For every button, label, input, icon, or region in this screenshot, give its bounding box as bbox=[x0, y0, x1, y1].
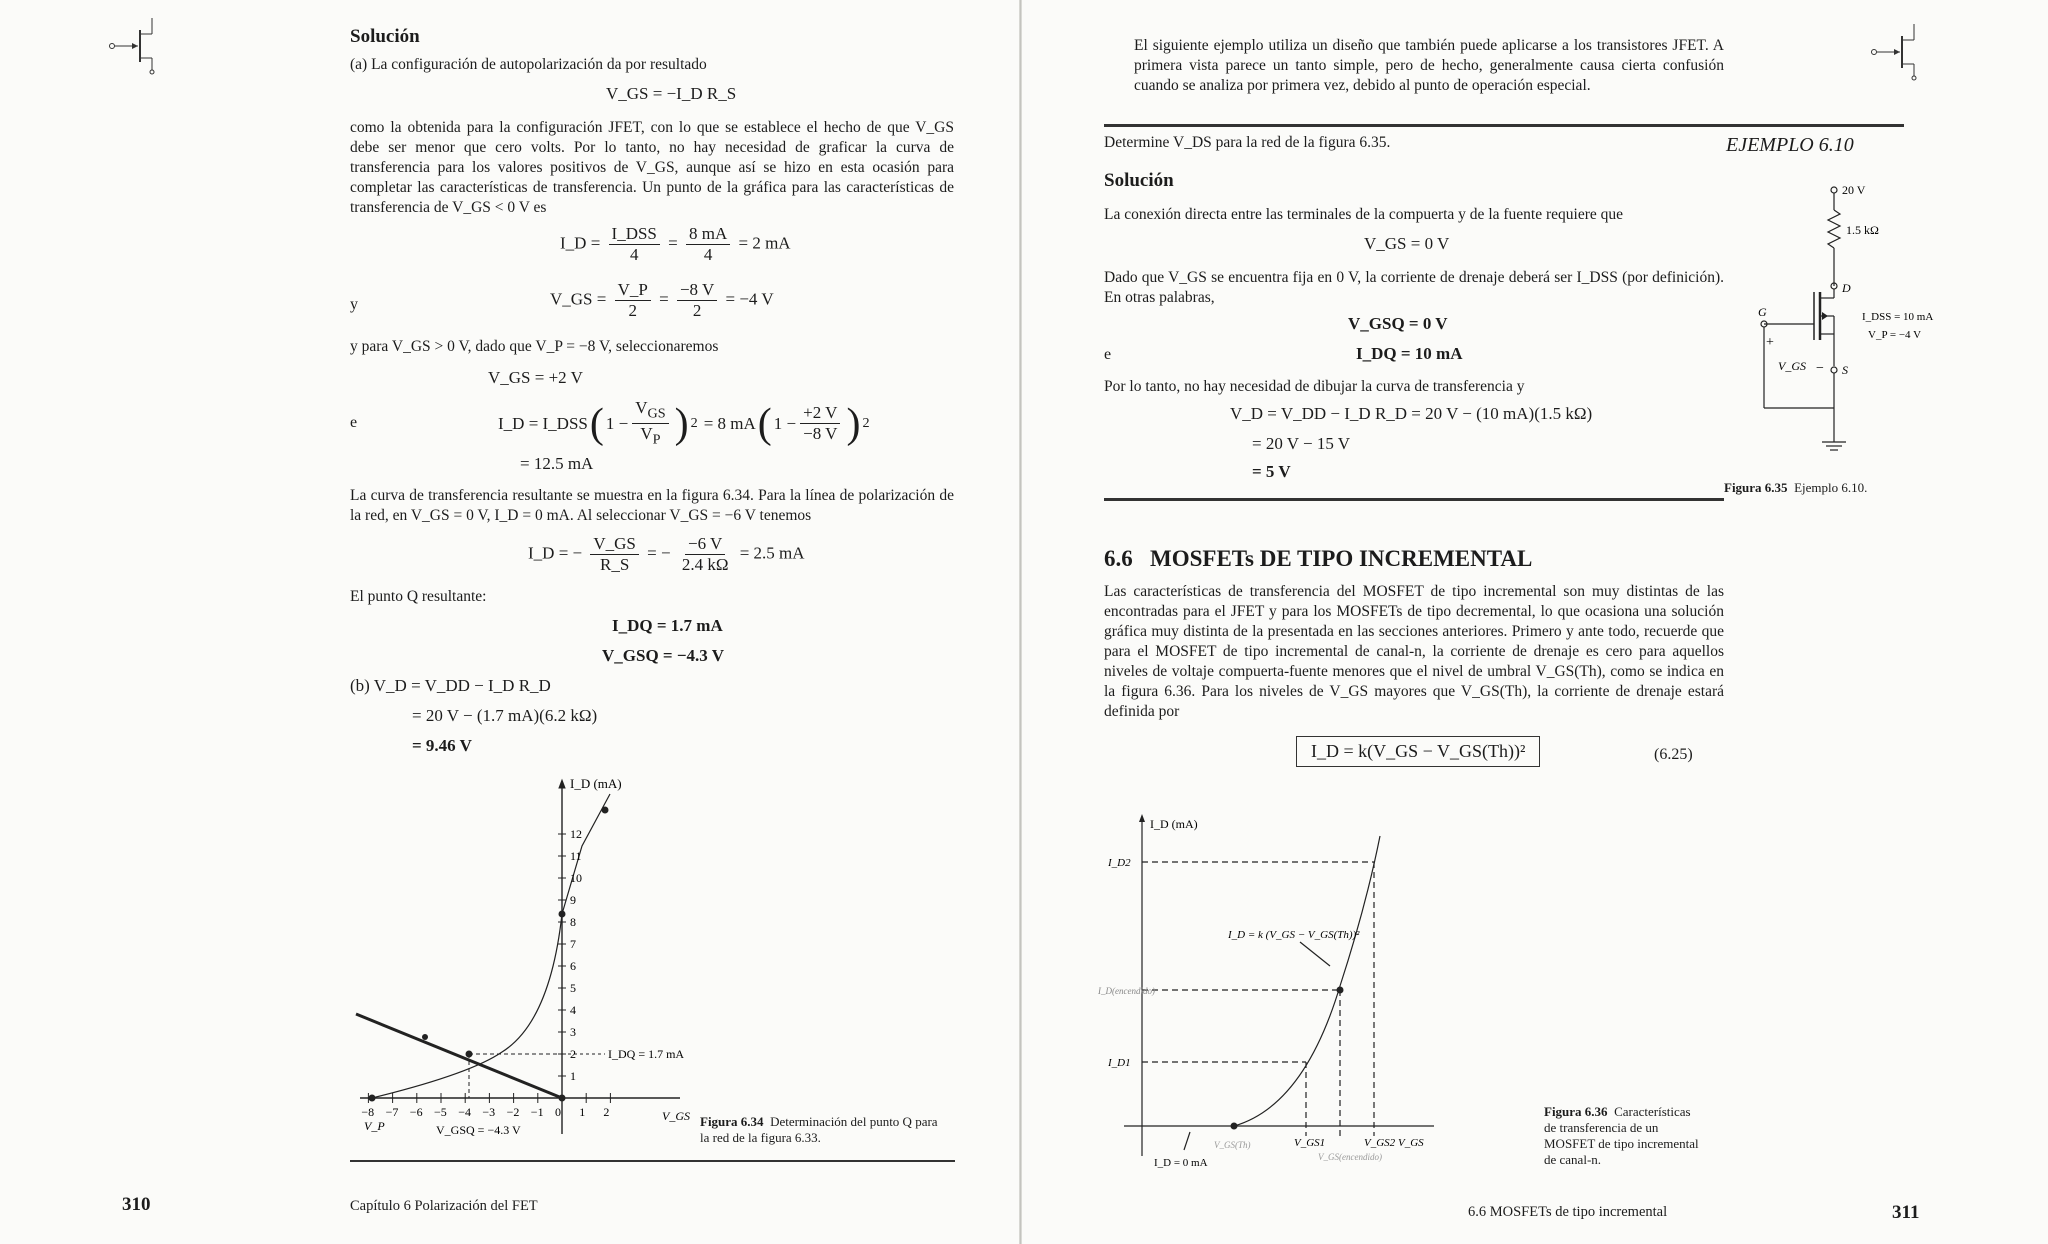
part-b-line1: (b) V_D = V_DD − I_D R_D bbox=[350, 676, 551, 695]
fig636-vgs2: V_GS2 bbox=[1364, 1137, 1396, 1149]
eq-vgs-vp-over-2: V_GS = $\frac{V\_P}{2}$ = $\frac{-8 V}{2}$ = −4 V bbox=[550, 280, 774, 320]
fig636-vgson: V_GS(encendido) bbox=[1318, 1152, 1382, 1162]
paragraph-1: como la obtenida para la configuración JFET, con lo que se establece el hecho de que V_GS debe ser menor que cero volts. Por lo tanto, no hay necesidad de graficar la curva de transferencia para los valores positivos de V_GS, aunque así se hizo en esta ocasión para completar las características de transferencia. Un punto de la gráfica para las características de transferencia de V_GS < 0 V es bbox=[350, 119, 954, 216]
punto-q: El punto Q resultante: bbox=[350, 588, 487, 605]
fig634-y-tick-label: 7 bbox=[570, 937, 576, 951]
fig634-y-tick-label: 6 bbox=[570, 959, 576, 973]
fig634-point-origin bbox=[559, 1095, 566, 1102]
eq-idq-10: I_DQ = 10 mA bbox=[1356, 344, 1463, 363]
fig636-id0-leader bbox=[1184, 1132, 1190, 1150]
eq-id-idss-over-4: I_D = $\frac{\text{I\_DSS}}{4}$ = $\frac{8 mA}{4}$ = 2 mA bbox=[560, 224, 791, 264]
fig634-x-tick-label: −5 bbox=[434, 1105, 447, 1119]
solution-heading: Solución bbox=[350, 26, 420, 47]
fig635-idss: I_DSS = 10 mA bbox=[1862, 311, 1934, 323]
fig634-x-tick-label: −6 bbox=[409, 1105, 423, 1119]
fig634-y-tick-label: 12 bbox=[570, 827, 582, 841]
label-e: e bbox=[350, 414, 358, 431]
page-right bbox=[1024, 0, 2048, 1244]
fig635-d: D bbox=[1842, 281, 1851, 295]
figure-6-36 bbox=[1098, 806, 1504, 1176]
fig636-point-on bbox=[1337, 987, 1344, 994]
no-need-line: Por lo tanto, no hay necesidad de dibujar la curva de transferencia y bbox=[1104, 378, 1525, 395]
fig635-vgs: V_GS bbox=[1778, 359, 1806, 373]
fig634-x-tick-label: 0 bbox=[555, 1105, 561, 1119]
running-head-left: Capítulo 6 Polarización del FET bbox=[350, 1198, 538, 1214]
fig636-idon: I_D(encendido) bbox=[1098, 986, 1155, 996]
running-head-right: 6.6 MOSFETs de tipo incremental bbox=[1468, 1204, 1668, 1220]
fig634-bias-line bbox=[356, 1014, 562, 1098]
page-number-left: 310 bbox=[122, 1194, 151, 1215]
determine-line: Determine V_DS para la red de la figura 6.35. bbox=[1104, 134, 1391, 151]
eq-vgs-idrs: V_GS = −I_D R_S bbox=[606, 84, 737, 103]
fig634-point-q bbox=[466, 1051, 473, 1058]
fig635-vdd: 20 V bbox=[1842, 183, 1866, 197]
page-left bbox=[0, 0, 1022, 1244]
page-number-right: 311 bbox=[1892, 1202, 1920, 1223]
jfet-symbol-icon bbox=[1870, 20, 1922, 80]
fig634-x-label: V_GS bbox=[662, 1109, 690, 1123]
section-number: 6.6 bbox=[1104, 546, 1133, 571]
fig636-vgs-th: V_GS(Th) bbox=[1214, 1140, 1251, 1150]
eq-id-12-5: = 12.5 mA bbox=[520, 454, 594, 473]
section-title: MOSFETs DE TIPO INCREMENTAL bbox=[1150, 546, 1533, 571]
fig634-x-tick-label: −2 bbox=[506, 1105, 520, 1119]
fig634-y-tick-label: 11 bbox=[570, 849, 582, 863]
eq-vgs-0: V_GS = 0 V bbox=[1364, 234, 1450, 253]
line-para-vgs: y para V_GS > 0 V, dado que V_P = −8 V, seleccionaremos bbox=[350, 338, 719, 355]
fig635-caption: Figura 6.35 Ejemplo 6.10. bbox=[1724, 480, 1868, 495]
fig634-x-tick-label: −1 bbox=[530, 1105, 544, 1119]
fig634-y-tick-label: 4 bbox=[570, 1003, 576, 1017]
fig636-transfer-curve bbox=[1234, 836, 1380, 1126]
fig635-minus: − bbox=[1816, 361, 1824, 376]
eq-idq: I_DQ = 1.7 mA bbox=[612, 616, 723, 635]
fig634-y-tick-label: 10 bbox=[570, 871, 582, 885]
fig634-x-tick-label: 1 bbox=[579, 1105, 586, 1119]
example-bottom-rule bbox=[1104, 498, 1724, 501]
fig634-y-tick-label: 3 bbox=[570, 1025, 576, 1039]
boxed-equation-6-25: I_D = k(V_GS − V_GS(Th))² bbox=[1296, 736, 1540, 767]
fig634-point-vp bbox=[369, 1095, 376, 1102]
eq-vd-line2: = 20 V − 15 V bbox=[1252, 434, 1351, 453]
fig634-y-tick-label: 9 bbox=[570, 893, 576, 907]
fig634-point-12-5 bbox=[602, 807, 609, 814]
equation-number: (6.25) bbox=[1654, 746, 1693, 763]
fig636-curve-label: I_D = k (V_GS − V_GS(Th))² bbox=[1228, 929, 1360, 941]
fig636-id1: I_D1 bbox=[1108, 1057, 1131, 1069]
fig636-label-leader bbox=[1300, 942, 1330, 966]
section-heading bbox=[1104, 546, 1532, 572]
eq-vd-line3: = 5 V bbox=[1252, 462, 1291, 481]
sol-paragraph: Dado que V_GS se encuentra fija en 0 V, la corriente de drenaje deberá ser I_DSS (por definición). En otras palabras, bbox=[1104, 269, 1724, 306]
fig634-y-label: I_D (mA) bbox=[570, 776, 622, 791]
section-paragraph: Las características de transferencia del MOSFET de tipo incremental son muy distintas de las encontradas para el JFET y para los MOSFETs de tipo decremental, lo que ocasiona una solución gráfica muy distinta de la presentada en las secciones anteriores. Primero y ante todo, recuerde que para el MOSFET de tipo incremental de canal-n, la corriente de drenaje es cero para aquellos niveles de voltaje compuerta-fuente menores que el nivel de umbral V_GS(Th), como se indica en la figura 6.36. Para los niveles de V_GS mayores que V_GS(Th), la corriente de drenaje estará definida por bbox=[1104, 583, 1724, 720]
fig636-caption: Figura 6.36 Características de transferencia de un MOSFET de tipo incremental de canal-n. bbox=[1544, 1104, 1699, 1167]
fig634-vgsq-label: V_GSQ = −4.3 V bbox=[436, 1123, 521, 1137]
fig635-s: S bbox=[1842, 363, 1848, 377]
eq-vgsq-0: V_GSQ = 0 V bbox=[1348, 314, 1448, 333]
fig634-transfer-curve bbox=[372, 914, 562, 1098]
eq-vd-line1: V_D = V_DD − I_D R_D = 20 V − (10 mA)(1.5 kΩ) bbox=[1230, 404, 1593, 423]
fig636-point-th bbox=[1231, 1123, 1238, 1130]
fig636-vgs: V_GS bbox=[1398, 1137, 1424, 1149]
fig634-y-tick-label: 1 bbox=[570, 1069, 576, 1083]
fig634-y-tick-label: 5 bbox=[570, 981, 576, 995]
eq-vgs-plus2: V_GS = +2 V bbox=[488, 368, 583, 387]
example-label: EJEMPLO 6.10 bbox=[1726, 134, 1854, 156]
fig635-g: G bbox=[1758, 305, 1767, 319]
bottom-rule-left bbox=[350, 1160, 955, 1162]
fig635-vp: V_P = −4 V bbox=[1868, 329, 1922, 341]
fig634-y-arrow bbox=[559, 780, 565, 788]
fig634-point-idss-4 bbox=[559, 911, 566, 918]
fig634-x-tick-label: −7 bbox=[385, 1105, 399, 1119]
jfet-symbol-icon bbox=[108, 14, 160, 74]
fig634-y-tick-label: 2 bbox=[570, 1047, 576, 1061]
eq-vgsq: V_GSQ = −4.3 V bbox=[602, 646, 725, 665]
sol-line-1: La conexión directa entre las terminales de la compuerta y de la fuente requiere que bbox=[1104, 206, 1624, 223]
solution-heading-right: Solución bbox=[1104, 170, 1174, 191]
fig635-rd: 1.5 kΩ bbox=[1846, 223, 1879, 237]
resistor-rd bbox=[1828, 210, 1840, 248]
part-a-intro: (a) La configuración de autopolarización da por resultado bbox=[350, 56, 707, 73]
fig634-vp-label: V_P bbox=[364, 1119, 385, 1133]
fig634-idq-label: I_DQ = 1.7 mA bbox=[608, 1047, 685, 1061]
fig634-x-tick-label: −8 bbox=[361, 1105, 375, 1119]
fig634-x-tick-label: 2 bbox=[603, 1105, 610, 1119]
intro-paragraph: El siguiente ejemplo utiliza un diseño que también puede aplicarse a los transistores JFET. A primera vista parece un tanto simple, pero de hecho, generalmente causa cierta confusión cuando se analiza por primera vez, debido al punto de operación especial. bbox=[1134, 37, 1724, 94]
fig636-y-label: I_D (mA) bbox=[1150, 817, 1198, 831]
fig635-plus: + bbox=[1766, 335, 1774, 350]
fig634-point-bias bbox=[422, 1034, 428, 1040]
example-top-rule bbox=[1104, 124, 1904, 127]
fig636-id2: I_D2 bbox=[1108, 857, 1131, 869]
figure-6-35 bbox=[1724, 176, 1934, 466]
fig634-x-tick-label: −4 bbox=[458, 1105, 471, 1119]
figure-6-34 bbox=[350, 774, 690, 1148]
eq-shockley: I_D = I_DSS ( 1 − $\frac{V_{GS}}{V_P}$ ) 2 = 8 mA ( 1 − $\frac{+2 V}{-8 V}$ ) 2 bbox=[498, 398, 870, 448]
fig636-vgs1: V_GS1 bbox=[1294, 1137, 1326, 1149]
part-b-line2: = 20 V − (1.7 mA)(6.2 kΩ) bbox=[412, 706, 598, 725]
fig634-x-tick-label: −3 bbox=[482, 1105, 496, 1119]
eq-id-vgs-rs: I_D = − $\frac{V\_GS}{R\_S}$ = − $\frac{-6 V}{2.4 k\Omega}$ = 2.5 mA bbox=[528, 534, 805, 574]
fig634-y-tick-label: 8 bbox=[570, 915, 576, 929]
fig634-caption: Figura 6.34 Determinación del punto Q para la red de la figura 6.33. bbox=[700, 1114, 938, 1145]
paragraph-2: La curva de transferencia resultante se muestra en la figura 6.34. Para la línea de polarización de la red, en V_GS = 0 V, I_D = 0 mA. Al seleccionar V_GS = −6 V tenemos bbox=[350, 487, 954, 524]
part-b-line3: = 9.46 V bbox=[412, 736, 472, 755]
fig636-id0: I_D = 0 mA bbox=[1154, 1157, 1208, 1169]
label-e-right: e bbox=[1104, 346, 1112, 363]
label-y: y bbox=[350, 296, 358, 313]
